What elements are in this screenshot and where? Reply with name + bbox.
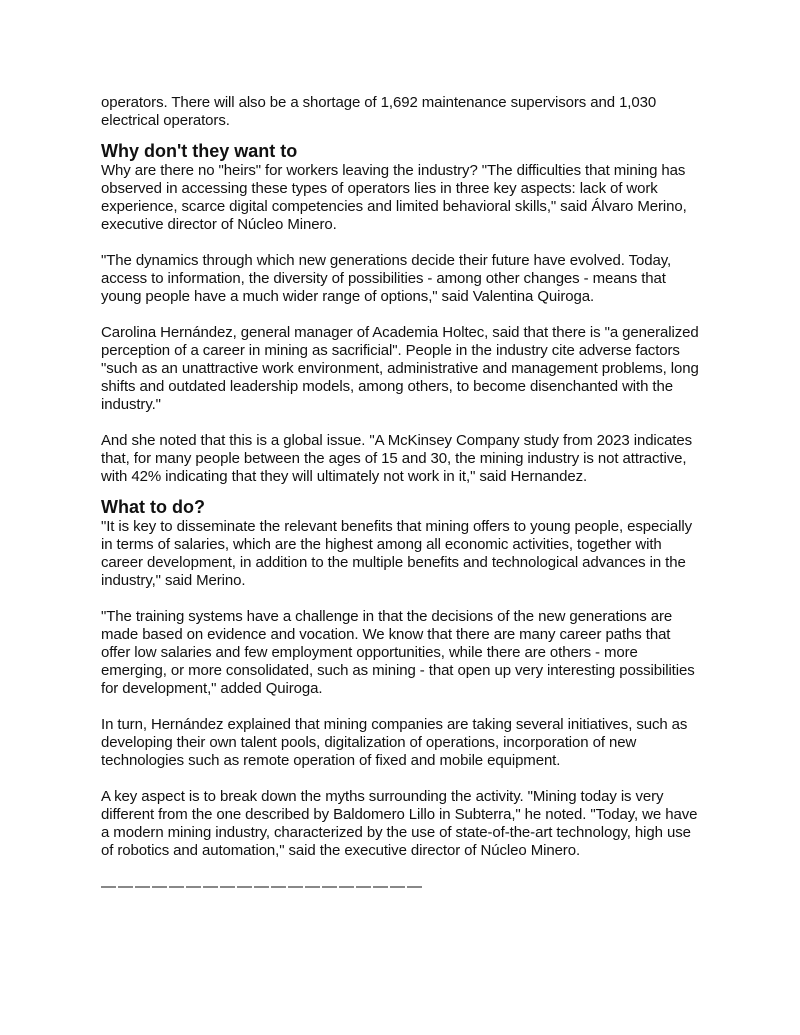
why-paragraph-4: And she noted that this is a global issue. "A McKinsey Company study from 2023 indicates that, for many people between the ages of 15 and 30, the mining industry is not attractive, with 42% indicating that they will ultimately not work in it," said Hernandez. — [101, 432, 693, 485]
what-paragraph-3: In turn, Hernández explained that mining companies are taking several initiatives, such as developing their own talent pools, digitalization of operations, incorporation of new technologies such as remote operation of fixed and mobile equipment. — [101, 716, 688, 769]
section-heading-what-to-do: What to do? — [101, 497, 205, 517]
why-paragraph-1: Why are there no "heirs" for workers leaving the industry? "The difficulties that mining has observed in accessing these types of operators lies in three key aspects: lack of work experience, scarce digital competencies and limited behavioral skills," said Álvaro Merino, executive director of Núcleo Minero. — [101, 162, 687, 233]
section-heading-why: Why don't they want to — [101, 141, 298, 161]
section-divider: ——————————————————— — [101, 878, 424, 895]
what-paragraph-4: A key aspect is to break down the myths surrounding the activity. "Mining today is very different from the one described by Baldomero Lillo in Subterra," he noted. "Today, we have a modern mining industry, characterized by the use of state-of-the-art technology, high use of robotics and automation," said the executive director of Núcleo Minero. — [101, 788, 698, 859]
intro-paragraph: operators. There will also be a shortage of 1,692 maintenance supervisors and 1,030 electrical operators. — [101, 94, 657, 129]
document-page — [101, 94, 701, 896]
why-paragraph-3: Carolina Hernández, general manager of Academia Holtec, said that there is "a generalized perception of a career in mining as sacrificial". People in the industry cite adverse factors "such as an unattractive work environment, administrative and management problems, long shifts and outdated leadership models, among others, to become disenchanted with the industry." — [101, 324, 699, 413]
why-paragraph-2: "The dynamics through which new generations decide their future have evolved. Today, access to information, the diversity of possibilities - among other changes - means that young people have a much wider range of options," said Valentina Quiroga. — [101, 252, 672, 305]
what-paragraph-1: "It is key to disseminate the relevant benefits that mining offers to young people, especially in terms of salaries, which are the highest among all economic activities, together with career development, in addition to the multiple benefits and technological advances in the industry," said Merino. — [101, 518, 692, 589]
what-paragraph-2: "The training systems have a challenge in that the decisions of the new generations are made based on evidence and vocation. We know that there are many career paths that offer low salaries and few employment opportunities, while there are others - more emerging, or more consolidated, such as mining - that open up very interesting possibilities for development," added Quiroga. — [101, 608, 695, 697]
